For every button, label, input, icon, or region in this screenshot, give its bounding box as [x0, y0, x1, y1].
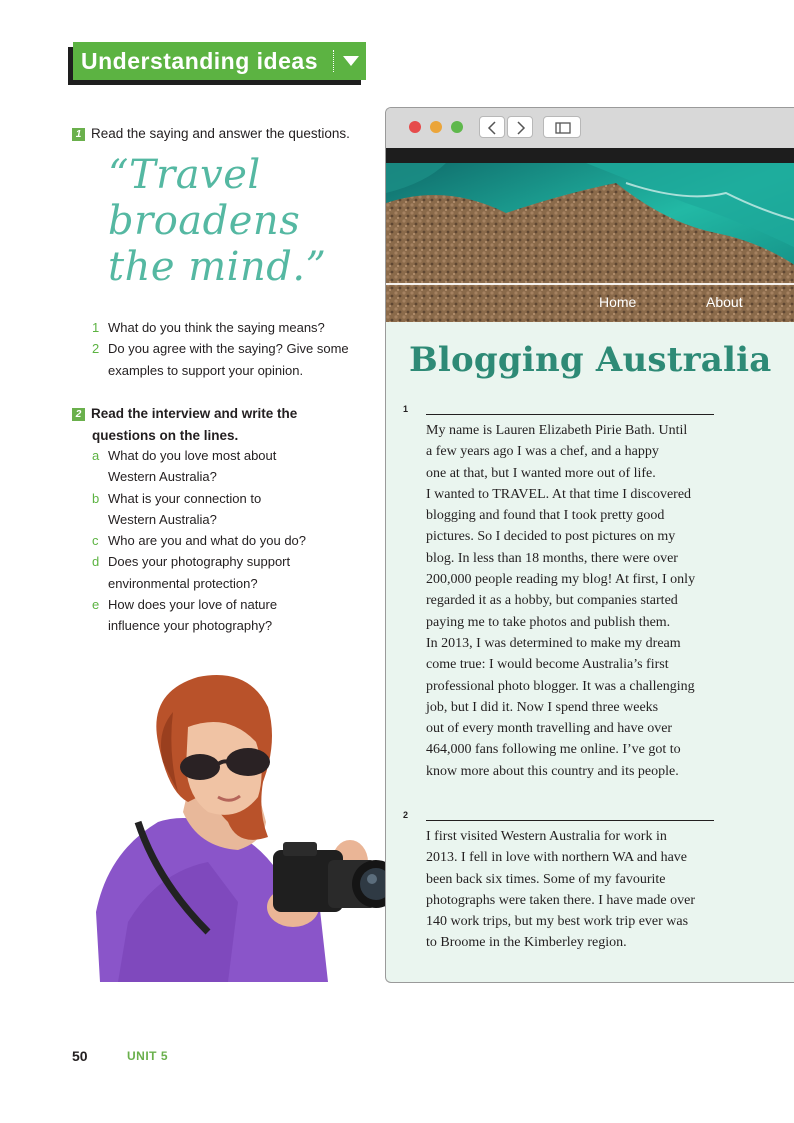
blog-line: paying me to take photos and publish them. [426, 614, 671, 630]
exercise-2-text: questions on the lines. [92, 427, 239, 443]
saying-line: broadens [108, 198, 301, 244]
blog-line: In 2013, I was determined to make my dream [426, 635, 681, 651]
exercise-2-options [92, 445, 327, 637]
blog-line: been back six times. Some of my favourite [426, 871, 666, 887]
blog-line: regarded it as a hobby, but companies started [426, 593, 678, 609]
dropdown-arrow-icon [343, 56, 359, 66]
saying-line: “Travel [108, 152, 261, 198]
option-item [92, 445, 327, 488]
saying-quote [108, 152, 378, 290]
blog-line: job, but I did it. Now I spend three weeks [426, 699, 659, 715]
close-dot-icon[interactable] [409, 121, 421, 133]
blog-line: 140 work trips, but my best work trip ever was [426, 914, 689, 930]
blog-line: to Broome in the Kimberley region. [426, 935, 627, 951]
banner-divider [333, 50, 334, 72]
option-text: What do you love most about [108, 448, 277, 463]
blog-line: professional photo blogger. It was a challenging [426, 678, 695, 694]
blog-line: pictures. So I decided to post pictures on my [426, 529, 676, 545]
answer-line-1[interactable] [426, 414, 714, 415]
exercise-2-instruction [72, 403, 332, 446]
option-text: Does your photography support [108, 554, 291, 570]
option-letter: d [92, 554, 100, 570]
blog-line: out of every month travelling and have over [426, 721, 673, 737]
option-item [92, 488, 327, 531]
hero-divider [386, 283, 794, 285]
header-bar [386, 148, 794, 163]
blog-line: I first visited Western Australia for work in [426, 829, 667, 844]
answer-line-2[interactable] [426, 820, 714, 821]
option-item [92, 551, 327, 594]
option-letter: c [92, 533, 99, 549]
option-text: Who are you and what do you do? [108, 533, 307, 549]
option-text: What is your connection to [108, 490, 262, 506]
answer-number: 2 [403, 810, 409, 820]
blog-line: photographs were taken there. I have made over [426, 892, 695, 908]
option-text: How does your love of nature [108, 597, 278, 613]
blog-line: blog. In less than 18 months, there were over [426, 550, 678, 566]
browser-toolbar [386, 108, 794, 148]
question-item [92, 338, 357, 381]
minimize-dot-icon[interactable] [430, 121, 442, 133]
blog-line: 2013. I fell in love with northern WA and have [426, 850, 688, 866]
option-text: environmental protection? [108, 575, 258, 591]
exercise-1-questions [92, 317, 357, 381]
blog-line: 200,000 people reading my blog! At first, I only [426, 572, 696, 588]
blogger-photo [88, 672, 400, 982]
question-number: 1 [92, 320, 100, 335]
answer-number: 1 [403, 404, 409, 414]
blog-line: 464,000 fans following me online. I’ve got to [426, 742, 681, 758]
question-text: Do you agree with the saying? Give some [108, 341, 349, 357]
blog-title: Blogging Australia [409, 340, 772, 380]
section-banner [73, 42, 366, 80]
exercise-1-instruction [72, 126, 350, 141]
option-text: Western Australia? [108, 511, 217, 527]
question-number: 2 [92, 341, 100, 357]
option-text: influence your photography? [108, 618, 273, 634]
blog-line: I wanted to TRAVEL. At that time I discovered [426, 486, 692, 502]
blog-line: come true: I would become Australia’s first [426, 657, 669, 673]
back-button[interactable] [479, 116, 505, 138]
exercise-1-text: Read the saying and answer the questions. [91, 126, 350, 141]
question-item [92, 317, 357, 338]
option-letter: a [92, 448, 100, 463]
maximize-dot-icon[interactable] [451, 121, 463, 133]
blog-entry-1 [426, 420, 726, 782]
blog-line: My name is Lauren Elizabeth Pirie Bath. Until [426, 423, 688, 438]
option-text: Western Australia? [108, 469, 217, 485]
sidebar-toggle-button[interactable] [543, 116, 581, 138]
blog-line: a few years ago I was a chef, and a happy [426, 444, 659, 460]
option-item [92, 530, 327, 551]
blog-browser-window [385, 107, 794, 983]
forward-icon [508, 117, 534, 139]
blog-line: blogging and found that I took pretty good [426, 508, 665, 524]
saying-line: the mind.” [108, 244, 327, 290]
nav-about-link[interactable]: About [706, 294, 743, 310]
forward-button[interactable] [507, 116, 533, 138]
blog-line: know more about this country and its people. [426, 763, 679, 779]
nav-home-link[interactable]: Home [599, 294, 637, 310]
option-letter: b [92, 490, 100, 506]
page-number: 50 [72, 1048, 88, 1064]
question-text: examples to support your opinion. [108, 362, 304, 378]
section-title: Understanding ideas [81, 47, 318, 74]
exercise-1-badge: 1 [72, 128, 85, 141]
exercise-2-badge: 2 [72, 408, 85, 421]
option-letter: e [92, 597, 100, 613]
option-item [92, 594, 327, 637]
unit-label: UNIT 5 [127, 1049, 169, 1063]
exercise-2-text: Read the interview and write the [91, 406, 298, 421]
blog-entry-2 [426, 826, 726, 954]
sidebar-icon [544, 117, 582, 139]
blog-line: one at that, but I wanted more out of life. [426, 465, 656, 481]
question-text: What do you think the saying means? [108, 320, 325, 335]
back-icon [480, 117, 506, 139]
